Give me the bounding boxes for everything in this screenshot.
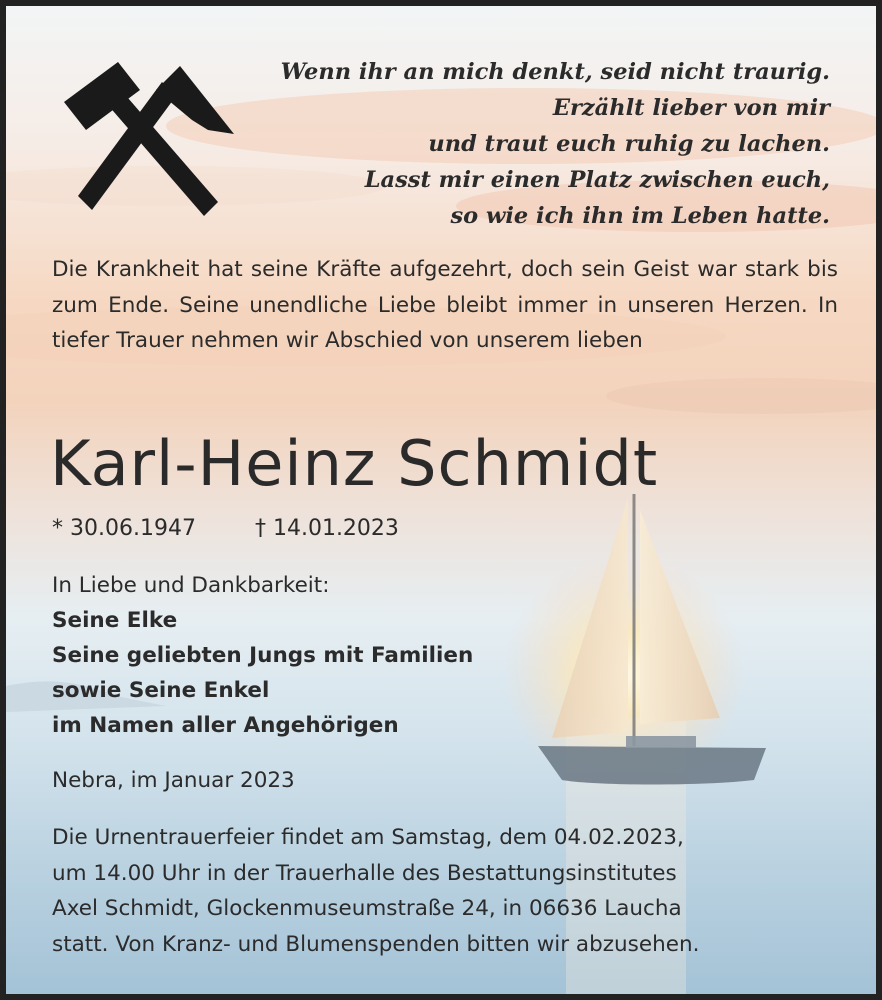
mourner-name: Seine Elke [52,608,178,633]
mourner-name: im Namen aller Angehörigen [52,713,399,738]
life-dates [52,514,399,544]
place-and-date: Nebra, im Januar 2023 [52,768,295,793]
death-date: † 14.01.2023 [254,516,399,541]
mourners-block [52,568,473,743]
verse-line: Lasst mir einen Platz zwischen euch, [364,167,830,193]
verse-line: Wenn ihr an mich denkt, seid nicht traurig. [280,59,830,85]
service-line: um 14.00 Uhr in der Trauerhalle des Bestattungsinstitutes [52,860,677,886]
verse-line: Erzählt lieber von mir [552,95,830,121]
verse-line: und traut euch ruhig zu lachen. [428,131,830,157]
memorial-verse [281,54,830,234]
deceased-name: Karl-Heinz Schmidt [50,427,659,500]
service-line: Axel Schmidt, Glockenmuseumstraße 24, in 06636 Laucha [52,896,682,921]
verse-line: so wie ich ihn im Leben hatte. [450,203,830,229]
intro-text: Die Krankheit hat seine Kräfte aufgezehrt, doch sein Geist war stark bis zum Ende. Seine unendliche Liebe bleibt immer in unseren Herzen. In tiefer Trauer nehmen wir Abschied von unserem lieben [52,257,838,353]
mourner-name: sowie Seine Enkel [52,678,270,703]
service-details [52,820,838,962]
birth-date: * 30.06.1947 [52,516,196,541]
service-line: Die Urnentrauerfeier findet am Samstag, dem 04.02.2023, [52,825,684,850]
service-line: statt. Von Kranz- und Blumenspenden bitten wir abzusehen. [52,931,700,957]
crossed-hammers-icon [58,60,238,220]
mourner-name: Seine geliebten Jungs mit Familien [52,643,474,668]
mourners-lead: In Liebe und Dankbarkeit: [52,573,330,598]
